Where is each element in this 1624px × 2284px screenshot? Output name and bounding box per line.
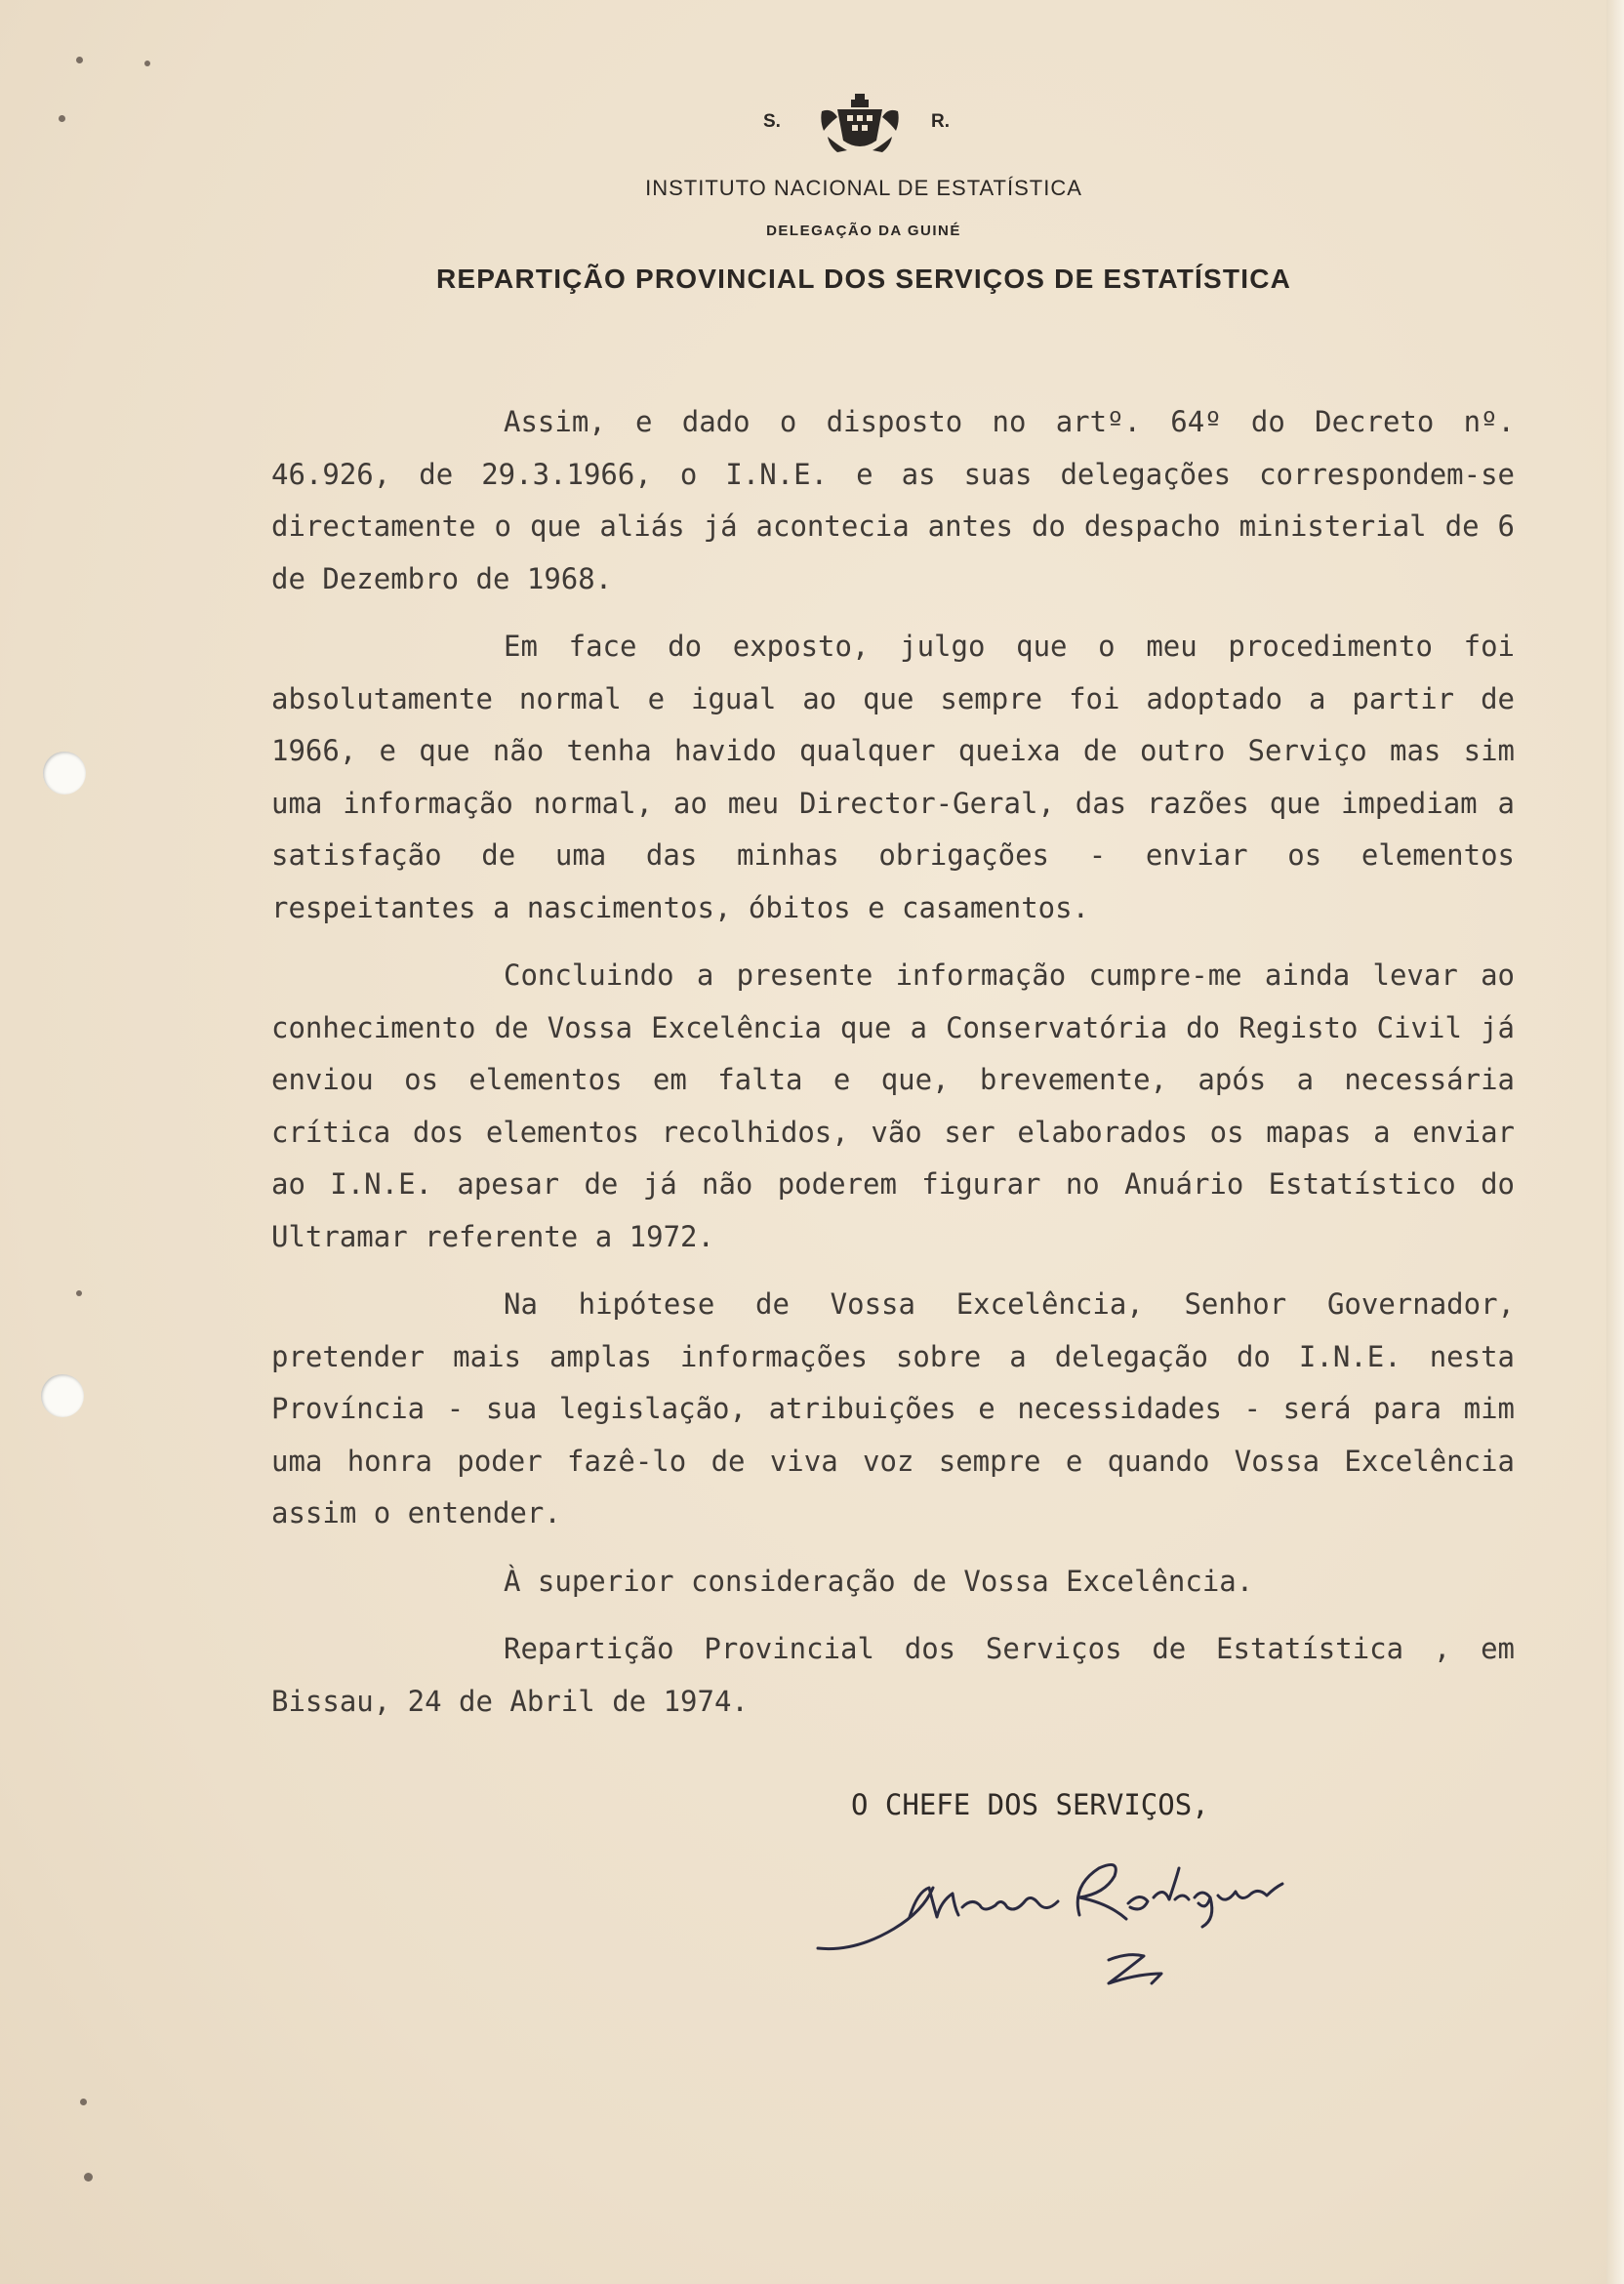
letterhead-crest-row bbox=[0, 88, 1624, 156]
paper-speck bbox=[76, 57, 83, 63]
punch-hole-top bbox=[43, 752, 86, 795]
delegation-name: DELEGAÇÃO DA GUINÉ bbox=[766, 223, 961, 239]
paper-speck bbox=[80, 2099, 87, 2105]
paper-speck bbox=[144, 61, 150, 66]
punch-hole-bottom bbox=[41, 1374, 84, 1417]
letterhead-s: S. bbox=[763, 111, 781, 132]
paper-edge bbox=[1606, 0, 1624, 2284]
closing-title: O CHEFE DOS SERVIÇOS, bbox=[851, 1788, 1209, 1821]
paragraph-consideration: À superior consideração de Vossa Excelência. bbox=[504, 1564, 1254, 1598]
paragraph-hypothesis: Na hipótese de Vossa Excelência, Senhor Governador, pretender mais amplas informações sobre a delegação do I.N.E. nesta Província - sua legislação, atribuições e necessidades - será para mim uma honra poder fazê-lo de viva voz sempre e quando Vossa Excelência assim o entender. bbox=[271, 1287, 1515, 1529]
paragraph-procedure: Em face do exposto, julgo que o meu procedimento foi absolutamente normal e igual ao que sempre foi adoptado a partir de 1966, e que não tenha havido qualquer queixa de outro Serviço mas sim uma informação normal, ao meu Director-Geral, das razões que impediam a satisfação de uma das minhas obrigações - enviar os elementos respeitantes a nascimentos, óbitos e casamentos. bbox=[271, 630, 1515, 924]
paragraph-place-date: Repartição Provincial dos Serviços de Estatística , em Bissau, 24 de Abril de 1974. bbox=[271, 1632, 1515, 1718]
letterhead-r: R. bbox=[931, 111, 950, 132]
paper-speck bbox=[84, 2173, 93, 2182]
letter-body bbox=[271, 396, 1515, 1743]
paragraph-decree: Assim, e dado o disposto no artº. 64º do Decreto nº. 46.926, de 29.3.1966, o I.N.E. e as suas delegações correspondem-se directamente o que aliás já acontecia antes do despacho ministerial de 6 de Dezembro de 1968. bbox=[271, 405, 1515, 595]
paper-speck bbox=[76, 1290, 82, 1296]
paragraph-conclusion: Concluindo a presente informação cumpre-me ainda levar ao conhecimento de Vossa Excelência que a Conservatória do Registo Civil já enviou os elementos em falta e que, brevemente, após a necessária crítica dos elementos recolhidos, vão ser elaborados os mapas a enviar ao I.N.E. apesar de já não poderem figurar no Anuário Estatístico do Ultramar referente a 1972. bbox=[271, 958, 1515, 1253]
repartition-name: REPARTIÇÃO PROVINCIAL DOS SERVIÇOS DE ESTATÍSTICA bbox=[435, 264, 1292, 294]
coat-of-arms-icon bbox=[818, 88, 902, 156]
institute-name: INSTITUTO NACIONAL DE ESTATÍSTICA bbox=[645, 176, 1082, 200]
handwritten-signature bbox=[816, 1858, 1362, 2015]
